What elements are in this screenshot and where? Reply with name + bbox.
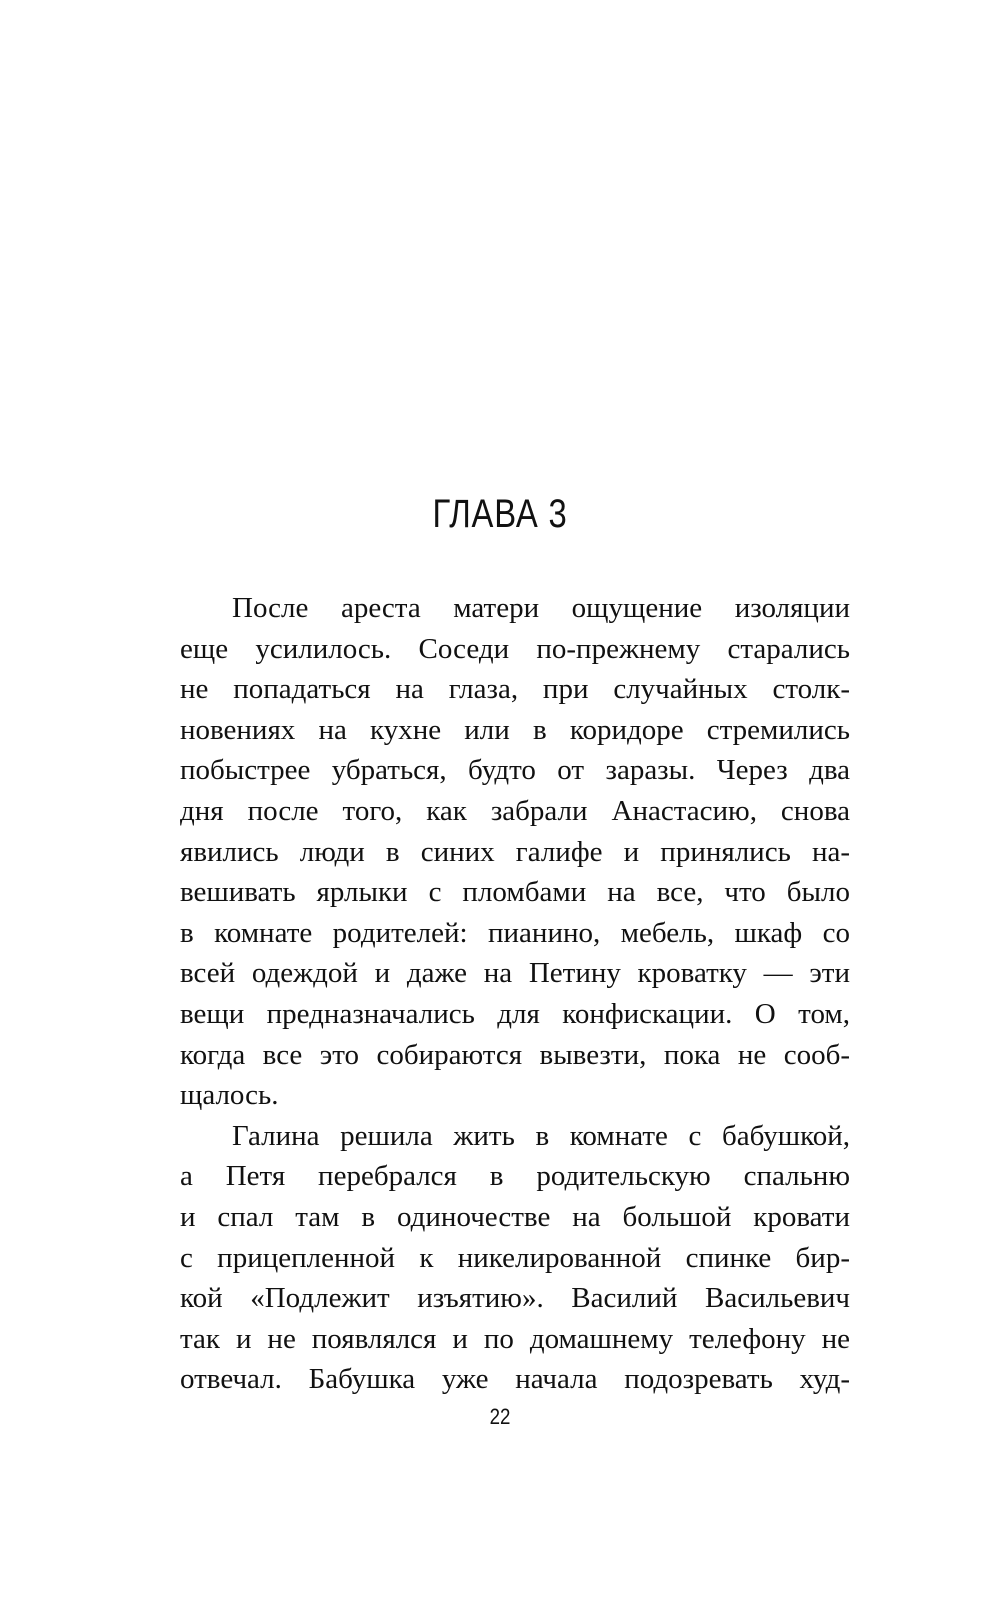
text-line: так и не появлялся и по домашнему телефону не	[180, 1322, 850, 1355]
text-line: всей одеждой и даже на Петину кроватку — эти	[180, 957, 850, 990]
text-line: После ареста матери ощущение изоляции	[232, 592, 850, 624]
text-line: щалось.	[180, 1079, 279, 1112]
text-line: вещи предназначались для конфискации. О том,	[180, 997, 850, 1030]
page-number: 22	[489, 1404, 511, 1429]
text-line: новениях на кухне или в коридоре стремились	[180, 713, 850, 746]
text-line: отвечал. Бабушка уже начала подозревать худ-	[180, 1363, 850, 1396]
text-line: не попадаться на глаза, при случайных столк-	[180, 673, 850, 706]
text-line: с прицепленной к никелированной спинке бир-	[180, 1241, 850, 1274]
text-line: дня после того, как забрали Анастасию, снова	[180, 794, 850, 827]
text-line: кой «Подлежит изъятию». Василий Васильевич	[180, 1282, 850, 1315]
chapter-title: ГЛАВА 3	[432, 492, 568, 536]
text-line: еще усилилось. Соседи по-прежнему старались	[180, 632, 850, 665]
text-line: и спал там в одиночестве на большой кровати	[180, 1200, 850, 1233]
text-line: явились люди в синих галифе и принялись на-	[180, 835, 850, 868]
text-line: вешивать ярлыки с пломбами на все, что было	[180, 876, 850, 909]
text-line: а Петя перебрался в родительскую спальню	[180, 1160, 850, 1193]
text-line: Галина решила жить в комнате с бабушкой,	[232, 1119, 850, 1152]
text-line: побыстрее убраться, будто от заразы. Через два	[180, 754, 850, 787]
body-text	[180, 588, 850, 1400]
text-line: когда все это собираются вывезти, пока не сооб-	[180, 1038, 850, 1071]
text-line: в комнате родителей: пианино, мебель, шкаф со	[180, 916, 850, 949]
